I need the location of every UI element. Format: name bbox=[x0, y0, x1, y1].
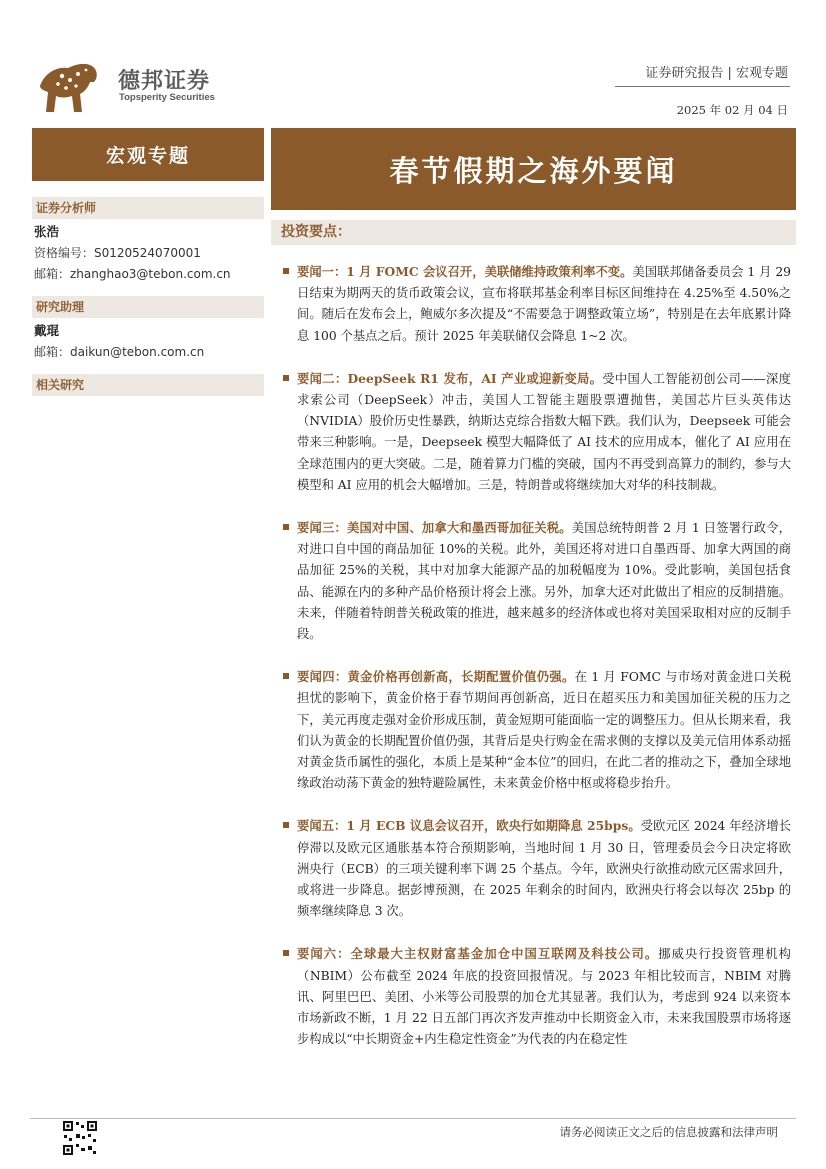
list-item bbox=[283, 666, 791, 794]
page-header bbox=[0, 0, 826, 125]
analyst-email[interactable]: 邮箱：zhanghao3@tebon.com.cn bbox=[34, 267, 231, 281]
key-points-heading: 投资要点： bbox=[271, 220, 796, 245]
report-title: 春节假期之海外要闻 bbox=[271, 128, 796, 210]
analyst-certificate: 资格编号：S0120524070001 bbox=[34, 246, 201, 260]
item-body: 受中国人工智能初创公司——深度求索公司（DeepSeek）冲击，美国人工智能主题股票遭抛售，美国芯片巨头英伟达（NVIDIA）股价历史性暴跌，纳斯达克综合指数大幅下跌。我们认为，Deepseek 可能会带来三种影响。一是，Deepseek 模型大幅降低了 AI 技术的应用成本，催化了 AI 应用在全球范围内的更大突破。二是，随着算力门槛的突破，国内不再受到高算力的制约，参与大模型和 AI 应用的机会大幅增加。三是，特朗普或将继续加大对华的科技制裁。 bbox=[297, 371, 791, 492]
item-title: 要闻六：全球最大主权财富基金加仓中国互联网及科技公司。 bbox=[297, 946, 659, 962]
report-type: 证券研究报告 | 宏观专题 bbox=[645, 66, 788, 81]
report-date: 2025 年 02 月 04 日 bbox=[676, 103, 788, 117]
item-title: 要闻四：黄金价格再创新高，长期配置价值仍强。 bbox=[297, 669, 575, 685]
section-tag: 宏观专题 bbox=[32, 128, 264, 181]
brand-name: 德邦证券 bbox=[118, 69, 211, 94]
square-bullet-icon bbox=[283, 822, 289, 828]
square-bullet-icon bbox=[283, 950, 289, 956]
item-body: 在 1 月 FOMC 与市场对黄金进口关税担忧的影响下，黄金价格于春节期间再创新高，近日在超买压力和美国加征关税的压力之下，美元再度走强对金价形成压制，黄金短期可能面临一定的调整压力。但从长期来看，我们认为黄金的长期配置价值仍强，其背后是央行购金在需求侧的支撑以及美元信用体系动摇对黄金货币属性的强化，本质上是某种“金本位”的回归，在此二者的推动之下，叠加全球地缘政治动荡下黄金的独特避险属性，未来黄金价格中枢或将稳步抬升。 bbox=[297, 670, 791, 791]
item-body: 美国联邦储备委员会 1 月 29 日结束为期两天的货币政策会议，宣布将联邦基金利率目标区间维持在 4.25%至 4.50%之间。随后在发布会上，鲍威尔多次提及“不需要急于调整政策立场”，特别是在去年底累计降息 100 个基点之后。预计 2025 年美联储仅会降息 1~2 次。 bbox=[297, 265, 791, 343]
analyst-name: 张浩 bbox=[34, 224, 60, 239]
square-bullet-icon bbox=[283, 673, 289, 679]
sidebar bbox=[32, 128, 264, 396]
legal-disclaimer: 请务必阅读正文之后的信息披露和法律声明 bbox=[559, 1125, 778, 1139]
item-title: 要闻一：1 月 FOMC 会议召开，美联储维持政策利率不变。 bbox=[297, 264, 633, 279]
assistant-heading: 研究助理 bbox=[32, 296, 264, 318]
news-list bbox=[283, 261, 791, 1072]
list-item bbox=[283, 517, 791, 645]
related-research-heading: 相关研究 bbox=[32, 374, 264, 396]
item-body: 挪威央行投资管理机构（NBIM）公布截至 2024 年底的投资回报情况。与 2023 年相比较而言，NBIM 对腾讯、阿里巴巴、美团、小米等公司股票的加仓尤其显著。我们认为，考虑到 924 以来资本市场新政不断，1 月 22 日五部门再次齐发声推动中长期资金入市，未来我国股票市场将逐步构成以“中长期资金+内生稳定性资金”为代表的内在稳定性 bbox=[297, 947, 791, 1047]
item-body: 受欧元区 2024 年经济增长停滞以及欧元区通胀基本符合预期影响，当地时间 1 月 30 日，管理委员会今日决定将欧洲央行（ECB）的三项关键利率下调 25 个基点。今年，欧洲央行欲推动欧元区需求回升，或将进一步降息。据彭博预测，在 2025 年剩余的时间内，欧洲央行将会以每次 25bp 的频率继续降息 3 次。 bbox=[297, 819, 791, 919]
item-title: 要闻三：美国对中国、加拿大和墨西哥加征关税。 bbox=[297, 520, 572, 536]
list-item bbox=[283, 815, 791, 922]
item-title: 要闻二：DeepSeek R1 发布，AI 产业或迎新变局。 bbox=[297, 370, 603, 386]
list-item bbox=[283, 261, 791, 347]
qr-code-icon[interactable] bbox=[62, 1120, 98, 1156]
square-bullet-icon bbox=[283, 268, 289, 274]
leopard-logo-icon bbox=[38, 56, 100, 114]
assistant-email[interactable]: 邮箱：daikun@tebon.com.cn bbox=[34, 345, 205, 359]
square-bullet-icon bbox=[283, 524, 289, 530]
square-bullet-icon bbox=[283, 375, 289, 381]
brand-english-name: Topsperity Securities bbox=[119, 92, 215, 103]
footer-divider bbox=[30, 1118, 796, 1119]
item-title: 要闻五：1 月 ECB 议息会议召开，欧央行如期降息 25bps。 bbox=[297, 818, 641, 834]
item-body: 美国总统特朗普 2 月 1 日签署行政令，对进口自中国的商品加征 10%的关税。此外，美国还将对进口自墨西哥、加拿大两国的商品加征 25%的关税，其中对加拿大能源产品的加税幅度为 10%。受此影响，美国包括食品、能源在内的多种产品价格预计将会上涨。另外，加拿大还对此做出了相应的反制措施。未来，伴随着特朗普关税政策的推进，越来越多的经济体或也将对美国采取相对应的反制手段。 bbox=[297, 521, 791, 642]
header-divider bbox=[615, 86, 790, 87]
list-item bbox=[283, 368, 791, 496]
analyst-heading: 证券分析师 bbox=[32, 197, 264, 219]
list-item bbox=[283, 943, 791, 1050]
assistant-name: 戴琨 bbox=[34, 323, 60, 338]
